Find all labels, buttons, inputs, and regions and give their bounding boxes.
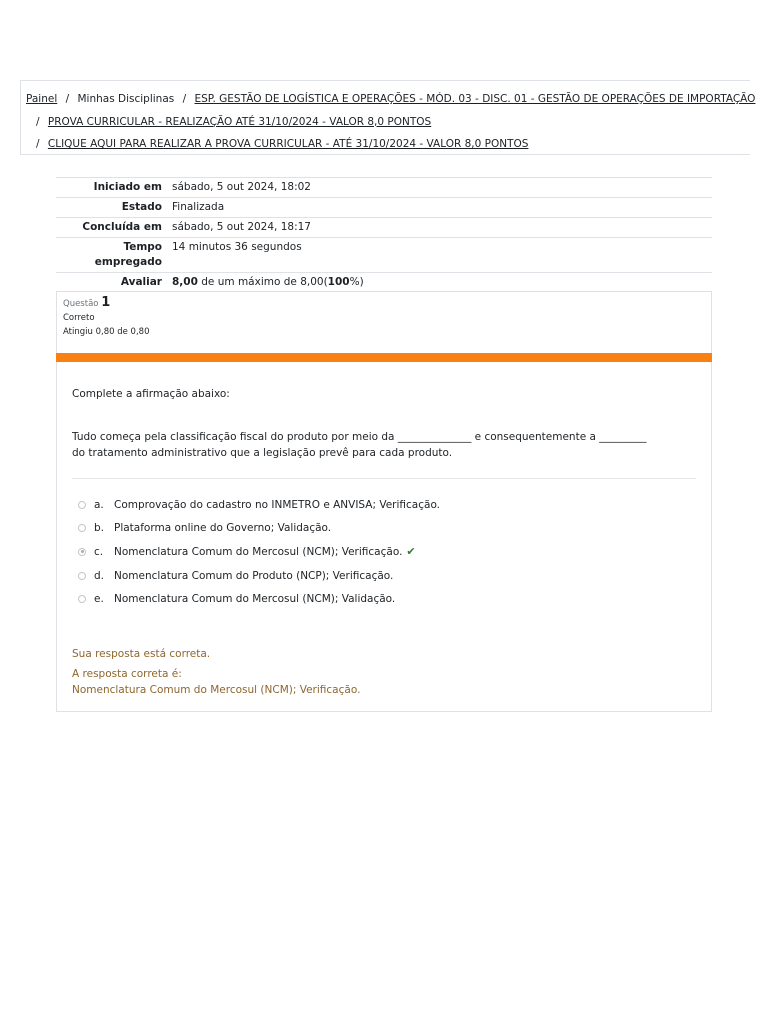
answer-letter: d. (94, 569, 105, 582)
summary-value: sábado, 5 out 2024, 18:17 (172, 221, 311, 233)
breadcrumb-separator: / (36, 115, 40, 128)
question-content (56, 362, 712, 712)
answer-text: Comprovação do cadastro no INMETRO e ANVISA; Verificação. (114, 498, 441, 511)
answer-option-c (78, 540, 440, 564)
grade-percent: 100 (327, 276, 350, 288)
question-feedback (72, 646, 360, 698)
question-number-value: 1 (101, 295, 111, 310)
summary-row-time (56, 238, 712, 273)
question-mark: Atingiu 0,80 de 0,80 (63, 327, 150, 337)
grade-text: de um máximo de 8,00( (197, 276, 328, 288)
feedback-correct-label: A resposta correta é: (72, 668, 182, 680)
answer-text: Nomenclatura Comum do Mercosul (NCM); Validação. (114, 593, 396, 606)
summary-row-grade (56, 273, 712, 293)
answer-option-b (78, 517, 440, 541)
summary-label: Estado (121, 201, 162, 213)
answer-letter: e. (94, 593, 104, 606)
question-statement: Tudo começa pela classificação fiscal do produto por meio da ______________ e consequentemente a _________ do tratamento administrativo que a legislação prevê para cada produto. (72, 431, 647, 459)
summary-row-completed (56, 218, 712, 238)
breadcrumb-separator: / (36, 138, 40, 150)
question-number (63, 296, 705, 311)
check-icon: ✔ (406, 545, 416, 559)
divider (72, 478, 696, 479)
answer-radio[interactable] (78, 524, 86, 532)
grade-text-end: %) (349, 276, 364, 288)
breadcrumb-line-3 (26, 133, 750, 156)
answer-letter: c. (94, 545, 104, 558)
summary-row-state (56, 198, 712, 218)
breadcrumb-item-minhas-disciplinas: Minhas Disciplinas (77, 93, 175, 105)
answer-list (78, 493, 440, 611)
breadcrumb-link-painel[interactable]: Painel (26, 93, 58, 105)
answer-letter: a. (94, 498, 104, 511)
summary-label: Tempo empregado (94, 241, 162, 268)
answer-radio[interactable] (78, 595, 86, 603)
answer-option-e (78, 587, 440, 611)
answer-option-d (78, 564, 440, 588)
breadcrumb-separator: / (65, 93, 70, 105)
answer-radio-selected[interactable] (78, 548, 86, 556)
summary-value: Finalizada (172, 201, 225, 213)
answer-option-a (78, 493, 440, 517)
answer-radio[interactable] (78, 501, 86, 509)
question-state: Correto (63, 313, 95, 323)
question-prompt: Complete a afirmação abaixo: (72, 388, 230, 400)
feedback-correct-answer: Nomenclatura Comum do Mercosul (NCM); Verificação. (72, 684, 361, 696)
breadcrumb-line-1 (26, 88, 756, 111)
question-info (56, 291, 712, 354)
summary-label: Iniciado em (93, 181, 162, 193)
breadcrumb-separator: / (182, 93, 187, 105)
breadcrumb-line-2 (26, 111, 750, 134)
summary-label: Avaliar (120, 276, 162, 288)
grade-score: 8,00 (172, 276, 198, 288)
breadcrumb (20, 80, 756, 155)
question-number-label: Questão (63, 299, 99, 309)
answer-letter: b. (94, 522, 105, 535)
answer-text: Nomenclatura Comum do Produto (NCP); Verificação. (114, 569, 394, 582)
feedback-result: Sua resposta está correta. (72, 648, 211, 660)
summary-value (172, 273, 712, 293)
answer-text: Plataforma online do Governo; Validação. (114, 522, 332, 535)
summary-value: 14 minutos 36 segundos (172, 241, 302, 253)
breadcrumb-link-quiz[interactable]: CLIQUE AQUI PARA REALIZAR A PROVA CURRICULAR - ATÉ 31/10/2024 - VALOR 8,0 PONTOS (47, 138, 529, 150)
summary-row-started (56, 178, 712, 198)
summary-value: sábado, 5 out 2024, 18:02 (172, 181, 311, 193)
question-accent-bar (56, 353, 712, 362)
breadcrumb-link-course[interactable]: ESP. GESTÃO DE LOGÍSTICA E OPERAÇÕES - MÓD. 03 - DISC. 01 - GESTÃO DE OPERAÇÕES DE IMPORTAÇÃO (194, 93, 756, 105)
answer-radio[interactable] (78, 572, 86, 580)
summary-label: Concluída em (82, 221, 162, 233)
answer-text: Nomenclatura Comum do Mercosul (NCM); Verificação. (114, 545, 403, 558)
breadcrumb-link-prova[interactable]: PROVA CURRICULAR - REALIZAÇÃO ATÉ 31/10/2024 - VALOR 8,0 PONTOS (47, 115, 432, 128)
attempt-summary-table (56, 177, 712, 292)
